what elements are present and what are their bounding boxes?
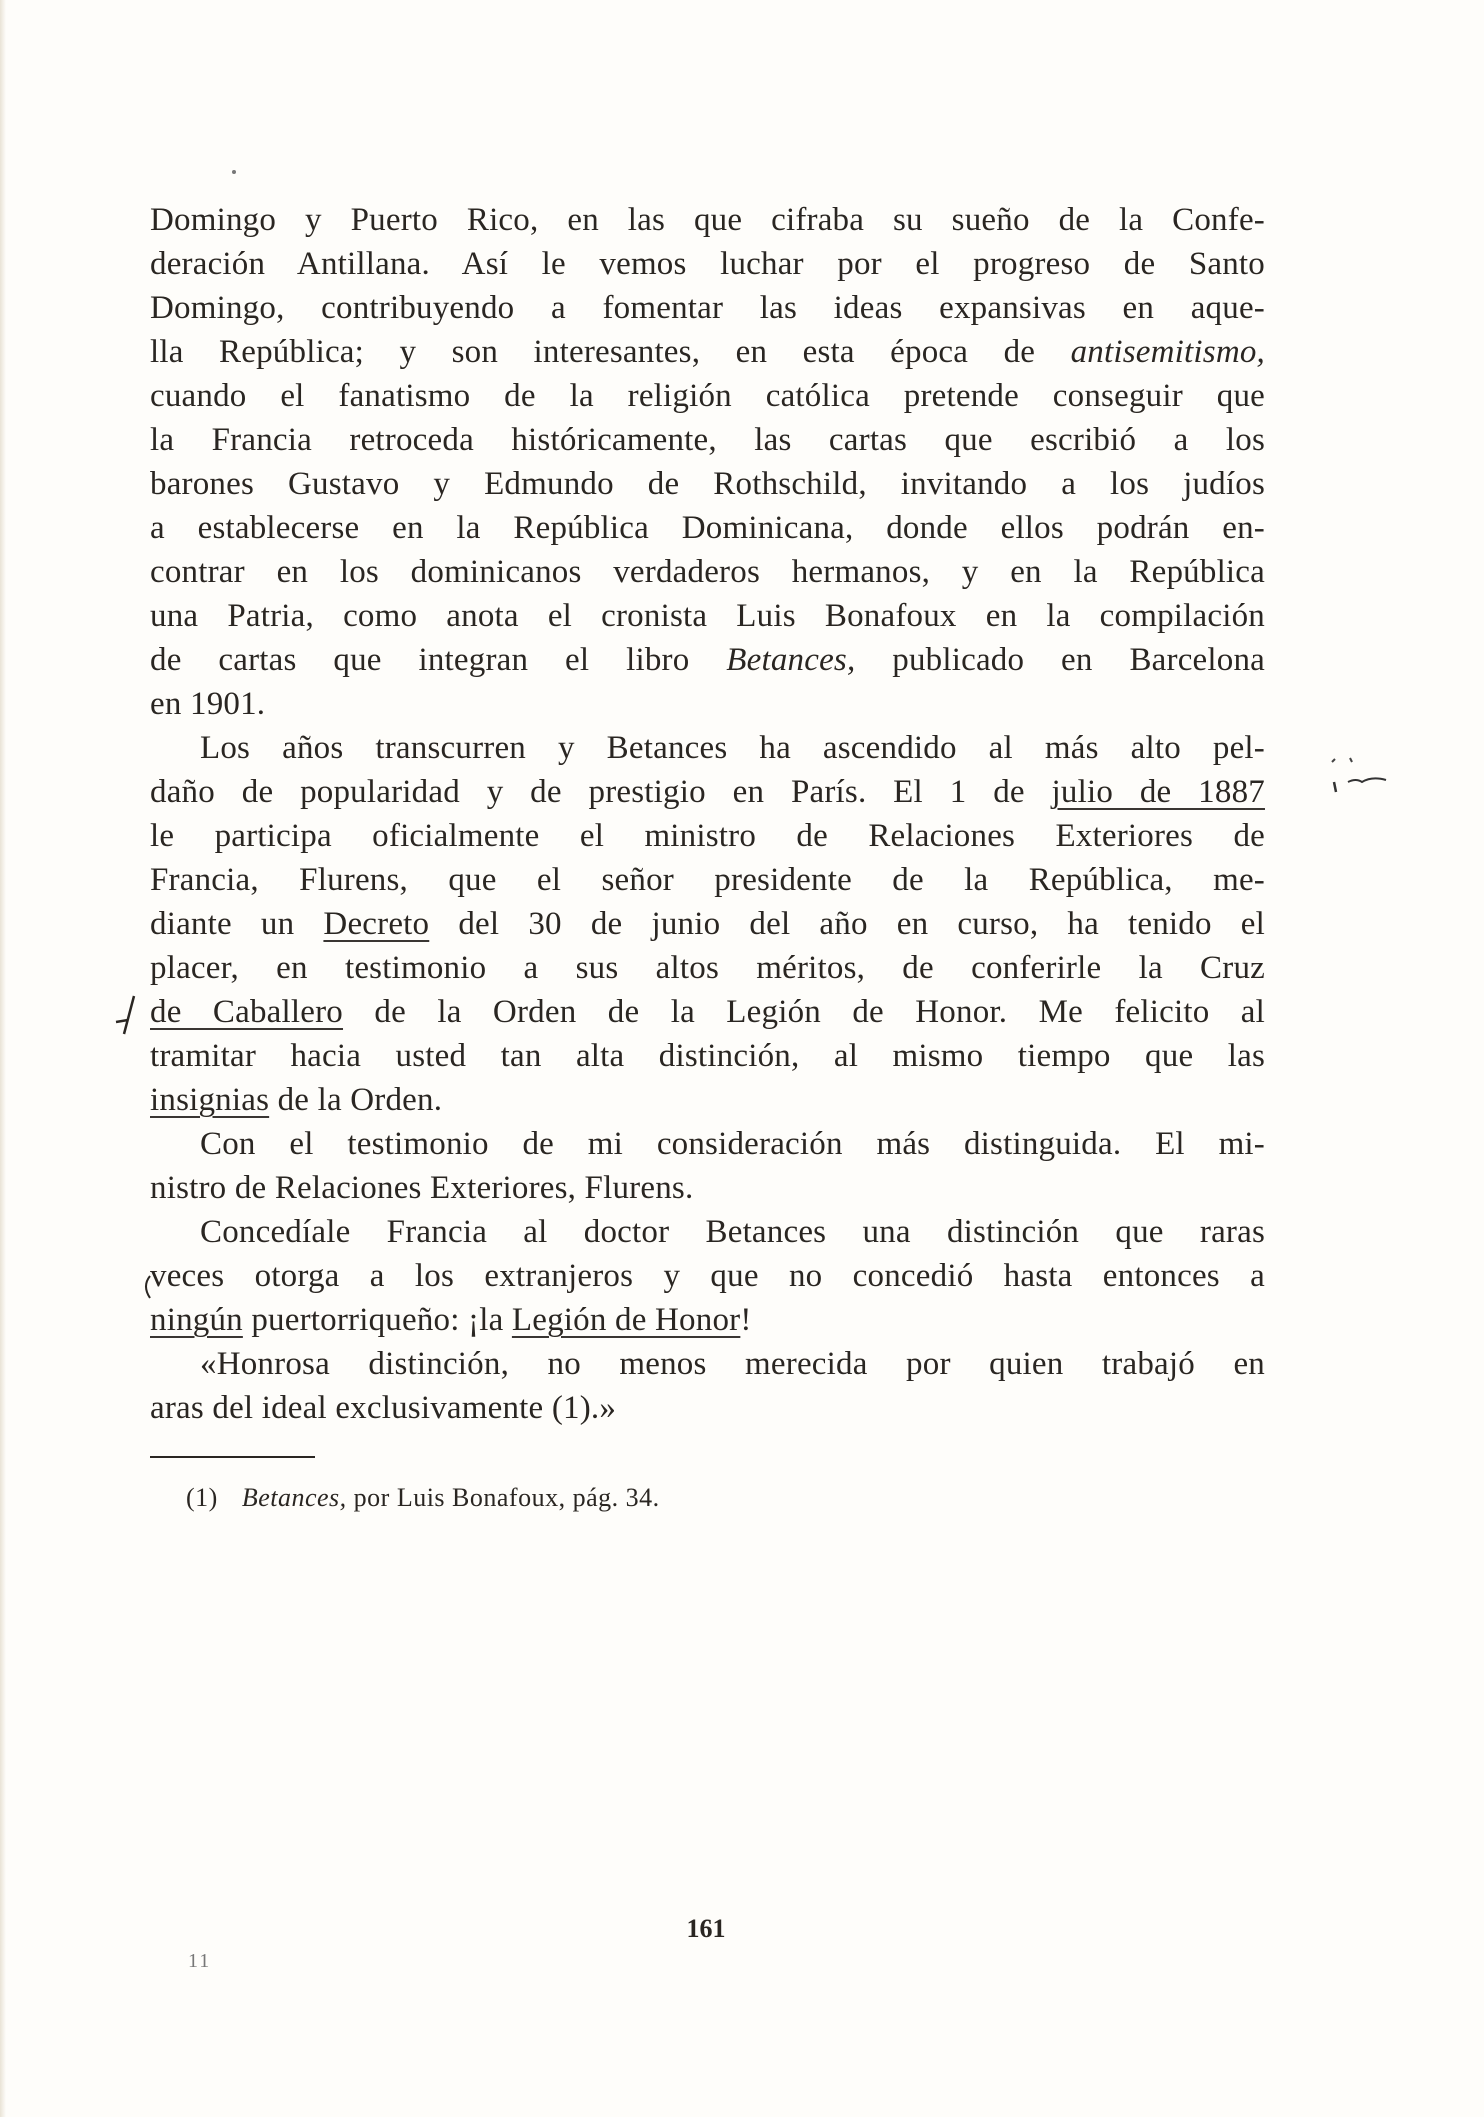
footnote-divider — [150, 1456, 315, 1458]
text-line: tramitar hacia usted tan alta distinción, al mismo tiempo que las — [150, 1038, 1265, 1074]
footnote-text: por Luis Bonafoux, pág. 34. — [353, 1483, 660, 1512]
body-text — [150, 198, 1265, 1430]
text-line — [150, 990, 1265, 1034]
text-line: la Francia retroceda históricamente, las cartas que escribió a los — [150, 422, 1265, 458]
check-mark — [112, 990, 152, 1040]
signature-mark: 11 — [188, 1950, 212, 1972]
page-edge-shadow — [0, 0, 6, 2117]
text-line: Los años transcurren y Betances ha ascendido al más alto pel- — [200, 730, 1265, 766]
text-line: placer, en testimonio a sus altos méritos, de conferirle la Cruz — [150, 950, 1265, 986]
text-line — [150, 638, 1265, 682]
italic-term: antisemitismo, — [1070, 334, 1265, 370]
text-span: diante un — [150, 906, 295, 942]
underlined-date: julio de 1887 — [1051, 774, 1265, 810]
footnote-ref: (1) — [186, 1483, 218, 1512]
text-span: publicado en Barcelona — [892, 642, 1266, 678]
text-line: cuando el fanatismo de la religión católica pretende conseguir que — [150, 378, 1265, 414]
ink-dot — [232, 170, 236, 174]
text-span: de cartas que integran el libro — [150, 642, 690, 678]
bracket-mark — [134, 1272, 162, 1322]
text-span: puertorriqueño: ¡la — [251, 1302, 504, 1338]
text-span: del 30 de junio del año en curso, ha tenido el — [458, 906, 1266, 942]
text-line: una Patria, como anota el cronista Luis Bonafoux en la compilación — [150, 598, 1265, 634]
text-line — [150, 902, 1265, 946]
text-line: deración Antillana. Así le vemos luchar por el progreso de Santo — [150, 246, 1265, 282]
text-line: Concedíale Francia al doctor Betances una distinción que raras — [200, 1214, 1265, 1250]
text-line: le participa oficialmente el ministro de Relaciones Exteriores de — [150, 818, 1265, 854]
book-title: Betances, — [726, 642, 856, 678]
footnote — [186, 1480, 660, 1516]
footnote-title: Betances, — [241, 1483, 347, 1512]
text-line: barones Gustavo y Edmundo de Rothschild, invitando a los judíos — [150, 466, 1265, 502]
underlined-phrase: Legión de Honor — [511, 1302, 741, 1338]
page-number: 161 — [686, 1914, 726, 1943]
text-line: aras del ideal exclusivamente (1).» — [150, 1390, 617, 1426]
text-line: Con el testimonio de mi consideración más distinguida. El mi- — [200, 1126, 1265, 1162]
text-span: daño de popularidad y de prestigio en París. El 1 de — [150, 774, 1025, 810]
text-line — [150, 330, 1265, 374]
text-line — [150, 1298, 1265, 1342]
text-span: de la Orden. — [277, 1082, 443, 1118]
underlined-word: Decreto — [323, 906, 430, 942]
text-line — [150, 1078, 1265, 1122]
text-line: «Honrosa distinción, no menos merecida por quien trabajó en — [200, 1346, 1265, 1382]
text-span: de la Orden de la Legión de Honor. Me felicito al — [374, 994, 1266, 1030]
text-line: Domingo, contribuyendo a fomentar las ideas expansivas en aque- — [150, 290, 1265, 326]
text-line: veces otorga a los extranjeros y que no concedió hasta entonces a — [150, 1258, 1265, 1294]
text-line: Francia, Flurens, que el señor presidente de la República, me- — [150, 862, 1265, 898]
text-line: contrar en los dominicanos verdaderos hermanos, y en la República — [150, 554, 1265, 590]
margin-pencil-mark — [1320, 750, 1410, 800]
underlined-word: ningún — [150, 1302, 243, 1338]
text-span: ! — [740, 1302, 752, 1338]
text-line: a establecerse en la República Dominicana, donde ellos podrán en- — [150, 510, 1265, 546]
underlined-word: insignias — [150, 1082, 270, 1118]
text-line: Domingo y Puerto Rico, en las que cifraba su sueño de la Confe- — [150, 202, 1265, 238]
underlined-phrase: de Caballero — [150, 994, 344, 1030]
text-line — [150, 770, 1265, 814]
text-span: lla República; y son interesantes, en esta época de — [150, 334, 1036, 370]
text-line: en 1901. — [150, 686, 266, 722]
text-line: nistro de Relaciones Exteriores, Flurens. — [150, 1170, 694, 1206]
